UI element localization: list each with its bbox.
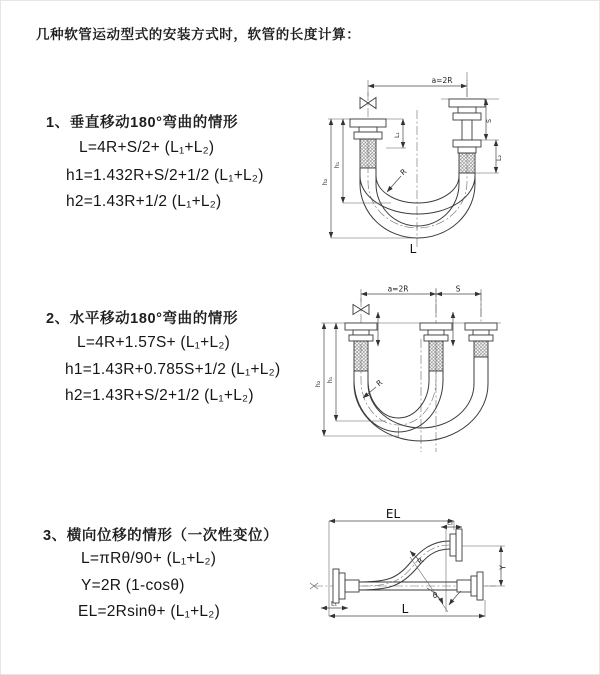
dim-a2r	[368, 76, 467, 97]
dim-h2-label: h₂	[322, 178, 329, 186]
dim-l	[329, 600, 485, 617]
radius-label: R	[374, 377, 385, 389]
diagram-vertical-180-bend	[306, 66, 600, 256]
dim-h1-label: h₁	[334, 161, 341, 169]
radius-pointer	[363, 378, 384, 398]
braided-section	[354, 341, 368, 371]
section-3-heading: 3、横向位移的情形（一次性变位）	[43, 528, 279, 544]
formula-line: L=πRθ/90+ (L₁+L₂)	[81, 550, 217, 567]
dim-s-label: S	[455, 284, 461, 294]
centerlines	[368, 72, 467, 248]
dim-el-label: EL	[385, 507, 401, 521]
right-fitting	[465, 323, 497, 357]
formula-line: h2=1.43R+S/2+1/2 (L₁+L₂)	[65, 387, 254, 404]
dim-s-label: S	[486, 119, 493, 123]
dim-y-label: Y	[498, 565, 508, 570]
angle-theta	[427, 588, 461, 605]
radius-label: R	[415, 555, 426, 567]
formula-line: h1=1.43R+0.785S+1/2 (L₁+L₂)	[65, 361, 281, 378]
dim-h1-label: h₁	[327, 376, 334, 384]
upper-flange	[450, 529, 462, 561]
formula-line: L=4R+1.57S+ (L₁+L₂)	[77, 334, 231, 351]
dim-l1	[386, 119, 406, 148]
left-fitting	[345, 323, 377, 371]
page-title: 几种软管运动型式的安装方式时，软管的长度计算：	[36, 27, 361, 42]
braided-section	[474, 341, 488, 357]
theta-label: θ	[432, 591, 438, 600]
formula-line: h1=1.432R+S/2+1/2 (L₁+L₂)	[66, 167, 264, 184]
braided-section	[429, 341, 443, 371]
radius-label: R	[398, 166, 409, 178]
formula-line: Y=2R (1-cosθ)	[81, 577, 185, 594]
dim-l1-label: L₁	[330, 600, 338, 608]
left-flange	[333, 569, 359, 603]
diagram-lateral-displacement	[301, 499, 600, 634]
braided-section	[459, 153, 475, 173]
section-1-heading: 1、垂直移动180°弯曲的情形	[46, 115, 239, 131]
dim-l1	[321, 601, 348, 609]
left-fitting	[328, 119, 403, 168]
dim-h2-label: h₂	[315, 380, 322, 388]
dim-l2-label: L₂	[446, 519, 454, 527]
dim-a2r-label: a=2R	[431, 76, 453, 85]
radius-pointer	[387, 167, 408, 192]
dim-l-label: L	[401, 602, 409, 616]
length-label: L	[409, 242, 417, 256]
dim-l2-label: L₂	[496, 154, 503, 162]
section-2-heading: 2、水平移动180°弯曲的情形	[46, 311, 239, 327]
middle-fitting	[420, 323, 452, 371]
dim-l2	[441, 520, 462, 528]
dim-a2r-label: a=2R	[387, 284, 409, 294]
dim-top	[361, 285, 481, 318]
dim-s-l2	[486, 99, 503, 173]
formula-line: L=4R+S/2+ (L₁+L₂)	[79, 139, 215, 156]
right-flange	[457, 572, 483, 600]
dim-l1-label: L₁	[394, 131, 401, 139]
braided-section	[360, 139, 376, 168]
right-fitting	[441, 99, 499, 173]
formula-line: EL=2Rsinθ+ (L₁+L₂)	[78, 603, 220, 620]
hose-displaced-position	[359, 541, 450, 590]
diagram-horizontal-180-bend	[306, 284, 600, 459]
formula-line: h2=1.43R+1/2 (L₁+L₂)	[66, 193, 222, 210]
